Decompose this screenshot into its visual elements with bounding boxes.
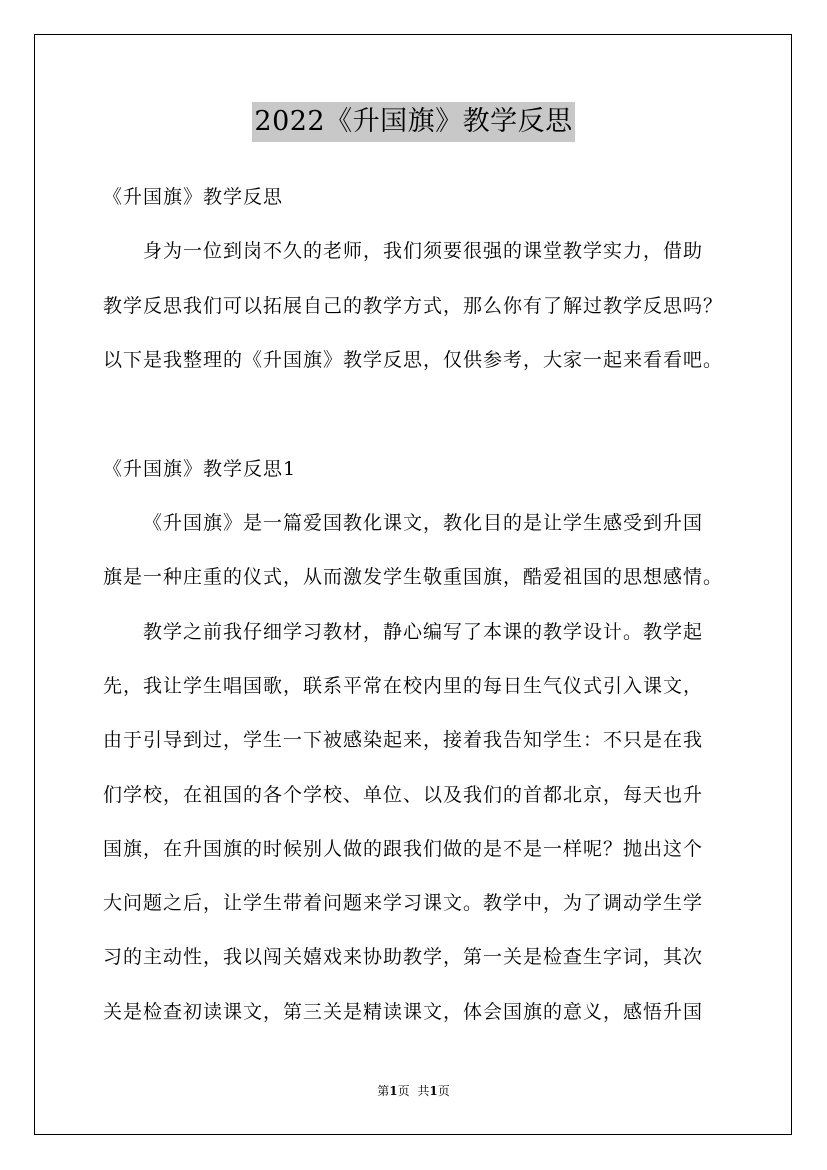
body-line: 们学校，在祖国的各个学校、单位、以及我们的首都北京，每天也升 bbox=[103, 784, 704, 806]
page-number: 1 bbox=[389, 1084, 398, 1098]
total-prefix: 共 bbox=[417, 1084, 430, 1098]
page-prefix: 第 bbox=[377, 1084, 390, 1098]
title-container bbox=[0, 102, 827, 142]
subtitle: 《升国旗》教学反思 bbox=[103, 186, 284, 208]
intro-line: 身为一位到岗不久的老师，我们须要很强的课堂教学实力，借助 bbox=[143, 240, 704, 262]
intro-line: 以下是我整理的《升国旗》教学反思，仅供参考，大家一起来看看吧。 bbox=[103, 349, 724, 371]
body-line: 由于引导到过，学生一下被感染起来，接着我告知学生：不只是在我 bbox=[103, 729, 704, 751]
document-title: 2022《升国旗》教学反思 bbox=[252, 102, 574, 142]
total-suffix: 页 bbox=[437, 1084, 450, 1098]
total-pages: 1 bbox=[429, 1084, 438, 1098]
body-line: 国旗，在升国旗的时候别人做的跟我们做的是不是一样呢？抛出这个 bbox=[103, 838, 704, 860]
intro-line: 教学反思我们可以拓展自己的教学方式，那么你有了解过教学反思吗？ bbox=[103, 295, 724, 317]
body-line: 教学之前我仔细学习教材，静心编写了本课的教学设计。教学起 bbox=[143, 621, 704, 643]
body-line: 大问题之后，让学生带着问题来学习课文。教学中，为了调动学生学 bbox=[103, 892, 704, 914]
body-line: 习的主动性，我以闯关嬉戏来协助教学，第一关是检查生字词，其次 bbox=[103, 946, 704, 968]
section-heading: 《升国旗》教学反思1 bbox=[103, 458, 297, 480]
body-line: 《升国旗》是一篇爱国教化课文，教化目的是让学生感受到升国 bbox=[143, 512, 704, 534]
body-line: 旗是一种庄重的仪式，从而激发学生敬重国旗，酷爱祖国的思想感情。 bbox=[103, 566, 724, 588]
page-footer bbox=[0, 1082, 827, 1099]
page-suffix: 页 bbox=[397, 1084, 410, 1098]
body-line: 先，我让学生唱国歌，联系平常在校内里的每日生气仪式引入课文， bbox=[103, 675, 704, 697]
body-line: 关是检查初读课文，第三关是精读课文，体会国旗的意义，感悟升国 bbox=[103, 1001, 704, 1023]
